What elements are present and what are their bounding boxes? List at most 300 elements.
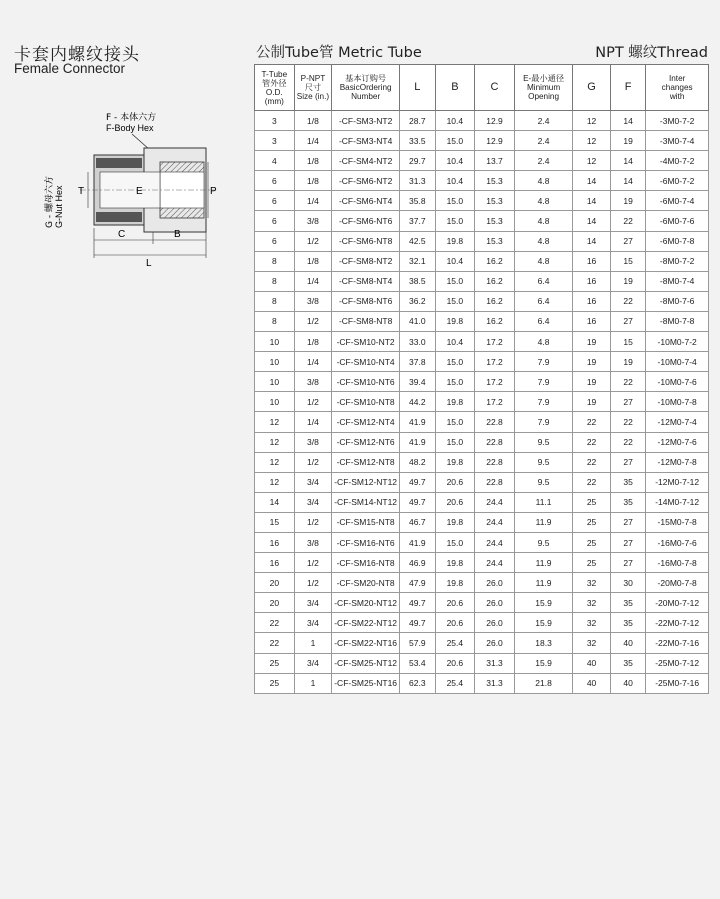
- table-row: [255, 593, 709, 613]
- table-cell: 22: [610, 432, 645, 452]
- table-cell: 41.9: [400, 532, 435, 552]
- column-header-line: Inter: [668, 74, 686, 83]
- table-cell: 10.4: [435, 111, 475, 131]
- table-cell: -CF-SM12-NT12: [332, 472, 400, 492]
- table-cell: -CF-SM25-NT16: [332, 673, 400, 693]
- table-row: [255, 171, 709, 191]
- table-cell: 16: [255, 532, 295, 552]
- table-cell: 1/8: [294, 111, 332, 131]
- table-row: [255, 251, 709, 271]
- table-cell: 33.5: [400, 131, 435, 151]
- table-cell: -CF-SM10-NT4: [332, 352, 400, 372]
- column-header-line: O.D. (mm): [264, 87, 284, 106]
- table-cell: 26.0: [475, 593, 515, 613]
- table-cell: 3/4: [294, 613, 332, 633]
- table-cell: 4: [255, 151, 295, 171]
- table-cell: 25: [255, 673, 295, 693]
- table-cell: -25M0-7-16: [646, 673, 709, 693]
- table-cell: -CF-SM12-NT6: [332, 432, 400, 452]
- table-cell: -10M0-7-2: [646, 332, 709, 352]
- column-header: [435, 65, 475, 111]
- column-header-line: F: [624, 81, 632, 93]
- table-cell: 35: [610, 492, 645, 512]
- table-cell: 1/4: [294, 271, 332, 291]
- table-cell: 2.4: [514, 111, 572, 131]
- table-cell: 41.0: [400, 311, 435, 331]
- table-cell: 24.4: [475, 492, 515, 512]
- table-cell: -3M0-7-4: [646, 131, 709, 151]
- table-cell: 19: [610, 191, 645, 211]
- table-cell: 17.2: [475, 332, 515, 352]
- table-cell: 24.4: [475, 553, 515, 573]
- table-cell: 1/2: [294, 231, 332, 251]
- table-cell: 22.8: [475, 412, 515, 432]
- table-row: [255, 492, 709, 512]
- table-cell: 6: [255, 171, 295, 191]
- table-cell: -CF-SM3-NT2: [332, 111, 400, 131]
- table-cell: 15: [255, 512, 295, 532]
- table-cell: -CF-SM6-NT4: [332, 191, 400, 211]
- table-cell: 11.1: [514, 492, 572, 512]
- table-cell: 20: [255, 593, 295, 613]
- table-cell: 3/4: [294, 472, 332, 492]
- table-cell: 26.0: [475, 613, 515, 633]
- table-cell: -8M0-7-6: [646, 291, 709, 311]
- table-cell: -CF-SM22-NT16: [332, 633, 400, 653]
- table-row: [255, 573, 709, 593]
- column-header-line: P-NPT: [300, 74, 326, 83]
- table-cell: 3/8: [294, 532, 332, 552]
- table-cell: -CF-SM6-NT2: [332, 171, 400, 191]
- table-cell: 19: [610, 271, 645, 291]
- table-cell: 16.2: [475, 311, 515, 331]
- table-cell: -CF-SM16-NT6: [332, 532, 400, 552]
- table-cell: 37.8: [400, 352, 435, 372]
- table-cell: 62.3: [400, 673, 435, 693]
- table-cell: 37.7: [400, 211, 435, 231]
- column-header: [514, 65, 572, 111]
- table-cell: 22: [610, 412, 645, 432]
- table-cell: 32: [573, 613, 611, 633]
- table-cell: 20.6: [435, 613, 475, 633]
- table-cell: 15.3: [475, 171, 515, 191]
- table-cell: 4.8: [514, 231, 572, 251]
- table-cell: 16: [573, 291, 611, 311]
- table-cell: 11.9: [514, 512, 572, 532]
- table-cell: 27: [610, 452, 645, 472]
- table-cell: 25.4: [435, 633, 475, 653]
- table-cell: 10: [255, 352, 295, 372]
- table-row: [255, 111, 709, 131]
- table-cell: 8: [255, 291, 295, 311]
- table-cell: 42.5: [400, 231, 435, 251]
- table-cell: -16M0-7-8: [646, 553, 709, 573]
- table-cell: -CF-SM25-NT12: [332, 653, 400, 673]
- table-cell: 22.8: [475, 452, 515, 472]
- table-cell: -8M0-7-8: [646, 311, 709, 331]
- table-cell: -6M0-7-2: [646, 171, 709, 191]
- table-cell: 19: [573, 372, 611, 392]
- table-cell: 1/4: [294, 412, 332, 432]
- table-cell: -10M0-7-6: [646, 372, 709, 392]
- table-cell: 35: [610, 593, 645, 613]
- column-header-line: Size (in.): [296, 92, 330, 101]
- table-cell: 47.9: [400, 573, 435, 593]
- table-cell: -16M0-7-6: [646, 532, 709, 552]
- column-header-line: Minimum: [526, 83, 561, 92]
- table-cell: 1/2: [294, 512, 332, 532]
- table-cell: 17.2: [475, 392, 515, 412]
- table-cell: 15.0: [435, 352, 475, 372]
- table-cell: -CF-SM8-NT8: [332, 311, 400, 331]
- table-cell: 24.4: [475, 532, 515, 552]
- table-cell: 10.4: [435, 251, 475, 271]
- table-row: [255, 332, 709, 352]
- dim-p-label: P: [210, 186, 217, 197]
- table-cell: 19.8: [435, 573, 475, 593]
- table-cell: -20M0-7-8: [646, 573, 709, 593]
- table-cell: 40: [573, 653, 611, 673]
- table-cell: 3: [255, 131, 295, 151]
- table-cell: -12M0-7-6: [646, 432, 709, 452]
- table-cell: 11.9: [514, 573, 572, 593]
- table-cell: 16: [255, 553, 295, 573]
- column-header-line: G: [587, 81, 596, 93]
- table-cell: 10.4: [435, 332, 475, 352]
- table-row: [255, 452, 709, 472]
- table-cell: 4.8: [514, 171, 572, 191]
- table-cell: 32.1: [400, 251, 435, 271]
- table-cell: 19.8: [435, 231, 475, 251]
- table-cell: -CF-SM12-NT4: [332, 412, 400, 432]
- table-cell: 8: [255, 311, 295, 331]
- table-cell: 21.8: [514, 673, 572, 693]
- table-row: [255, 412, 709, 432]
- table-cell: 40: [610, 633, 645, 653]
- table-cell: -CF-SM10-NT6: [332, 372, 400, 392]
- table-cell: 46.7: [400, 512, 435, 532]
- table-cell: 7.9: [514, 352, 572, 372]
- table-cell: 12: [255, 432, 295, 452]
- table-cell: -4M0-7-2: [646, 151, 709, 171]
- table-cell: -15M0-7-8: [646, 512, 709, 532]
- table-row: [255, 271, 709, 291]
- table-cell: 19.8: [435, 553, 475, 573]
- table-cell: 1/2: [294, 452, 332, 472]
- column-header-line: Opening: [528, 92, 560, 101]
- table-cell: 19.8: [435, 392, 475, 412]
- table-cell: 1/4: [294, 191, 332, 211]
- table-cell: 57.9: [400, 633, 435, 653]
- table-cell: 17.2: [475, 352, 515, 372]
- table-cell: 7.9: [514, 372, 572, 392]
- table-cell: 20.6: [435, 593, 475, 613]
- table-cell: 13.7: [475, 151, 515, 171]
- table-cell: -8M0-7-2: [646, 251, 709, 271]
- table-cell: 24.4: [475, 512, 515, 532]
- table-cell: 25: [255, 653, 295, 673]
- table-cell: 49.7: [400, 492, 435, 512]
- table-cell: 1/2: [294, 311, 332, 331]
- table-cell: 12.9: [475, 131, 515, 151]
- table-row: [255, 372, 709, 392]
- spec-table: [254, 64, 709, 694]
- table-cell: 15.0: [435, 211, 475, 231]
- table-cell: 31.3: [475, 673, 515, 693]
- table-row: [255, 311, 709, 331]
- table-cell: 25: [573, 532, 611, 552]
- table-cell: -22M0-7-16: [646, 633, 709, 653]
- table-cell: 41.9: [400, 412, 435, 432]
- table-cell: 19: [573, 332, 611, 352]
- table-header-row: [255, 65, 709, 111]
- table-cell: 35: [610, 472, 645, 492]
- table-cell: 6.4: [514, 311, 572, 331]
- table-cell: 40: [610, 673, 645, 693]
- column-header: [610, 65, 645, 111]
- table-cell: 22: [573, 432, 611, 452]
- table-cell: 2.4: [514, 131, 572, 151]
- table-cell: 15.0: [435, 412, 475, 432]
- table-cell: 1/2: [294, 573, 332, 593]
- column-header-line: T-Tube: [261, 69, 288, 79]
- table-cell: 12.9: [475, 111, 515, 131]
- table-cell: 20.6: [435, 492, 475, 512]
- table-cell: 16: [573, 311, 611, 331]
- table-cell: -CF-SM16-NT8: [332, 553, 400, 573]
- table-cell: 12: [573, 131, 611, 151]
- table-cell: 27: [610, 231, 645, 251]
- table-cell: 16.2: [475, 271, 515, 291]
- table-cell: 19: [610, 352, 645, 372]
- table-cell: -3M0-7-2: [646, 111, 709, 131]
- table-cell: 10.4: [435, 151, 475, 171]
- table-cell: 33.0: [400, 332, 435, 352]
- table-cell: 11.9: [514, 553, 572, 573]
- table-cell: 22: [573, 412, 611, 432]
- nut-hex-label-en: G-Nut Hex: [54, 185, 64, 228]
- table-cell: 16: [573, 271, 611, 291]
- table-row: [255, 291, 709, 311]
- table-cell: -CF-SM20-NT8: [332, 573, 400, 593]
- table-cell: 9.5: [514, 452, 572, 472]
- table-cell: 15.0: [435, 291, 475, 311]
- table-cell: 14: [573, 171, 611, 191]
- npt-thread-heading: NPT 螺纹Thread: [595, 45, 708, 61]
- table-cell: 15.0: [435, 271, 475, 291]
- table-row: [255, 231, 709, 251]
- table-cell: 35.8: [400, 191, 435, 211]
- table-cell: 12: [255, 452, 295, 472]
- table-cell: 7.9: [514, 412, 572, 432]
- table-cell: 22.8: [475, 472, 515, 492]
- table-row: [255, 352, 709, 372]
- table-cell: 14: [573, 191, 611, 211]
- table-cell: -CF-SM8-NT4: [332, 271, 400, 291]
- dim-l-label: L: [146, 258, 152, 269]
- dim-c-label: C: [118, 229, 126, 240]
- column-header-line: 管外径: [262, 78, 287, 88]
- table-cell: 20.6: [435, 653, 475, 673]
- table-cell: 25: [573, 492, 611, 512]
- table-cell: 22: [255, 613, 295, 633]
- table-row: [255, 633, 709, 653]
- table-cell: 6.4: [514, 291, 572, 311]
- table-cell: 10.4: [435, 171, 475, 191]
- table-cell: 3/4: [294, 653, 332, 673]
- table-cell: 2.4: [514, 151, 572, 171]
- column-header: [332, 65, 400, 111]
- dim-e-label: E: [136, 186, 143, 197]
- table-cell: 3/8: [294, 372, 332, 392]
- table-cell: 1/8: [294, 251, 332, 271]
- table-cell: 18.3: [514, 633, 572, 653]
- table-cell: -CF-SM15-NT8: [332, 512, 400, 532]
- column-header-line: BasicOrdering: [339, 83, 392, 92]
- table-cell: 41.9: [400, 432, 435, 452]
- table-cell: 1/2: [294, 392, 332, 412]
- table-cell: 32: [573, 633, 611, 653]
- metric-tube-heading: 公制Tube管 Metric Tube: [256, 45, 422, 61]
- table-cell: 12: [573, 111, 611, 131]
- table-cell: -14M0-7-12: [646, 492, 709, 512]
- table-cell: 19: [573, 392, 611, 412]
- table-cell: 25: [573, 512, 611, 532]
- dim-t-label: T: [78, 186, 85, 197]
- table-cell: 1/4: [294, 352, 332, 372]
- column-header-line: C: [490, 81, 499, 93]
- table-cell: 15.9: [514, 653, 572, 673]
- table-cell: 27: [610, 311, 645, 331]
- table-cell: 4.8: [514, 211, 572, 231]
- table-cell: 9.5: [514, 532, 572, 552]
- table-cell: 49.7: [400, 472, 435, 492]
- table-cell: -22M0-7-12: [646, 613, 709, 633]
- table-cell: -CF-SM8-NT2: [332, 251, 400, 271]
- table-row: [255, 613, 709, 633]
- table-cell: 15.3: [475, 211, 515, 231]
- table-cell: 3/8: [294, 432, 332, 452]
- table-cell: -10M0-7-4: [646, 352, 709, 372]
- table-cell: 4.8: [514, 332, 572, 352]
- column-header-line: B: [451, 81, 459, 93]
- table-cell: 12: [573, 151, 611, 171]
- table-cell: -6M0-7-4: [646, 191, 709, 211]
- table-cell: 35: [610, 613, 645, 633]
- table-cell: 14: [255, 492, 295, 512]
- table-cell: -CF-SM22-NT12: [332, 613, 400, 633]
- table-row: [255, 392, 709, 412]
- table-cell: 20.6: [435, 472, 475, 492]
- table-cell: 22.8: [475, 432, 515, 452]
- product-title-en: Female Connector: [14, 61, 126, 76]
- column-header: [646, 65, 709, 111]
- table-cell: 27: [610, 512, 645, 532]
- table-cell: 1/8: [294, 151, 332, 171]
- table-cell: 16.2: [475, 251, 515, 271]
- table-cell: 40: [573, 673, 611, 693]
- column-header: [294, 65, 332, 111]
- column-header-line: changes: [661, 83, 693, 92]
- nut-hex-label: G - 螺母六方: [45, 176, 55, 228]
- table-cell: 6: [255, 231, 295, 251]
- column-header: [400, 65, 435, 111]
- product-title-cn: 卡套内螺纹接头: [14, 45, 140, 65]
- table-row: [255, 211, 709, 231]
- table-row: [255, 472, 709, 492]
- table-cell: 1/4: [294, 131, 332, 151]
- table-cell: 7.9: [514, 392, 572, 412]
- table-cell: 22: [573, 472, 611, 492]
- table-cell: 14: [573, 231, 611, 251]
- table-cell: -6M0-7-8: [646, 231, 709, 251]
- table-cell: 20: [255, 573, 295, 593]
- body-hex-label-en: F-Body Hex: [106, 123, 154, 133]
- table-cell: -CF-SM4-NT2: [332, 151, 400, 171]
- table-row: [255, 191, 709, 211]
- table-cell: 27: [610, 392, 645, 412]
- table-cell: 26.0: [475, 633, 515, 653]
- column-header-line: L: [414, 81, 421, 93]
- table-cell: 30: [610, 573, 645, 593]
- table-cell: 1: [294, 633, 332, 653]
- table-cell: 3/8: [294, 211, 332, 231]
- table-cell: 29.7: [400, 151, 435, 171]
- table-cell: -CF-SM14-NT12: [332, 492, 400, 512]
- table-cell: 15.3: [475, 191, 515, 211]
- table-cell: 22: [610, 291, 645, 311]
- table-cell: 25: [573, 553, 611, 573]
- table-cell: 14: [610, 171, 645, 191]
- table-cell: 38.5: [400, 271, 435, 291]
- column-header-line: with: [669, 92, 685, 101]
- table-cell: 1/8: [294, 332, 332, 352]
- table-cell: 19: [573, 352, 611, 372]
- table-cell: 15: [610, 251, 645, 271]
- table-cell: 15.0: [435, 532, 475, 552]
- table-row: [255, 673, 709, 693]
- table-cell: 3/8: [294, 291, 332, 311]
- table-row: [255, 553, 709, 573]
- table-cell: 32: [573, 573, 611, 593]
- table-cell: 1/8: [294, 171, 332, 191]
- column-header-line: Number: [351, 92, 381, 101]
- table-cell: 9.5: [514, 432, 572, 452]
- table-cell: 22: [255, 633, 295, 653]
- table-cell: 15.0: [435, 372, 475, 392]
- column-header: [475, 65, 515, 111]
- table-cell: 44.2: [400, 392, 435, 412]
- column-header: [255, 65, 295, 111]
- table-cell: 10: [255, 392, 295, 412]
- table-row: [255, 131, 709, 151]
- table-cell: 16: [573, 251, 611, 271]
- table-cell: 48.2: [400, 452, 435, 472]
- table-row: [255, 151, 709, 171]
- table-cell: 9.5: [514, 472, 572, 492]
- dim-b-label: B: [174, 229, 181, 240]
- table-cell: 10: [255, 332, 295, 352]
- table-cell: 49.7: [400, 593, 435, 613]
- table-cell: 39.4: [400, 372, 435, 392]
- table-cell: 8: [255, 271, 295, 291]
- table-cell: 22: [610, 372, 645, 392]
- column-header: [573, 65, 611, 111]
- table-cell: 22: [610, 211, 645, 231]
- table-cell: -CF-SM12-NT8: [332, 452, 400, 472]
- table-cell: -CF-SM10-NT8: [332, 392, 400, 412]
- table-cell: 32: [573, 593, 611, 613]
